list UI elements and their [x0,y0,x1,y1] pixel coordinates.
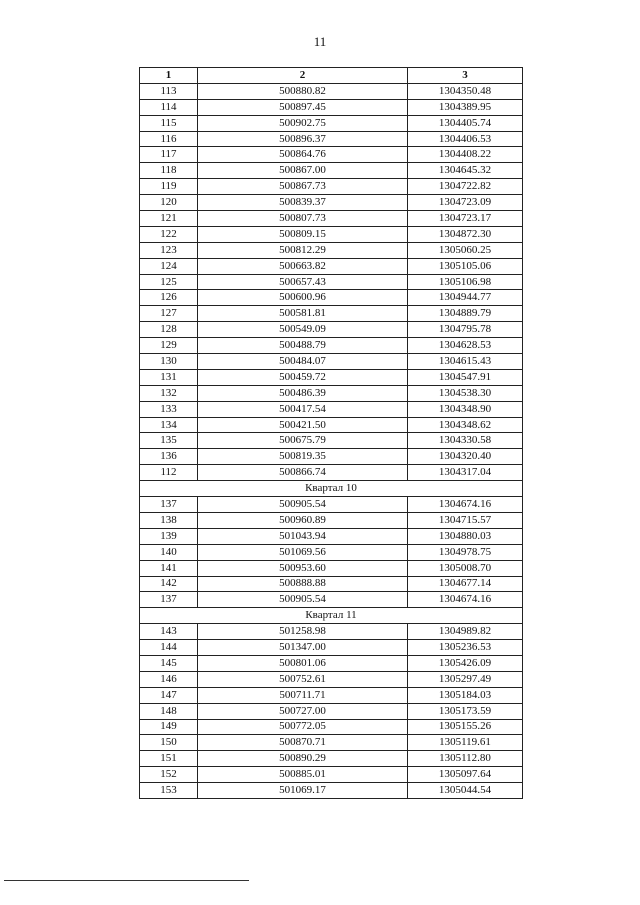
y-coordinate-cell: 1304320.40 [408,449,523,465]
point-number-cell: 116 [140,131,198,147]
table-row [140,242,523,258]
x-coordinate-cell: 500866.74 [198,465,408,481]
point-number-cell: 119 [140,179,198,195]
point-number-cell: 131 [140,369,198,385]
y-coordinate-cell: 1304944.77 [408,290,523,306]
x-coordinate-cell: 500772.05 [198,719,408,735]
point-number-cell: 141 [140,560,198,576]
y-coordinate-cell: 1304348.90 [408,401,523,417]
y-coordinate-cell: 1305106.98 [408,274,523,290]
point-number-cell: 114 [140,99,198,115]
section-title-row [140,608,523,624]
x-coordinate-cell: 500864.76 [198,147,408,163]
y-coordinate-cell: 1304615.43 [408,354,523,370]
point-number-cell: 130 [140,354,198,370]
x-coordinate-cell: 500486.39 [198,385,408,401]
x-coordinate-cell: 500885.01 [198,767,408,783]
point-number-cell: 151 [140,751,198,767]
table-row [140,576,523,592]
y-coordinate-cell: 1305184.03 [408,687,523,703]
y-coordinate-cell: 1304406.53 [408,131,523,147]
x-coordinate-cell: 500902.75 [198,115,408,131]
x-coordinate-cell: 500897.45 [198,99,408,115]
y-coordinate-cell: 1304722.82 [408,179,523,195]
x-coordinate-cell: 500484.07 [198,354,408,370]
table-row [140,179,523,195]
y-coordinate-cell: 1304317.04 [408,465,523,481]
table-row [140,433,523,449]
point-number-cell: 140 [140,544,198,560]
table-row [140,624,523,640]
x-coordinate-cell: 500953.60 [198,560,408,576]
point-number-cell: 150 [140,735,198,751]
table-row [140,592,523,608]
point-number-cell: 147 [140,687,198,703]
table-row [140,751,523,767]
x-coordinate-cell: 500421.50 [198,417,408,433]
y-coordinate-cell: 1304715.57 [408,512,523,528]
table-row [140,449,523,465]
table-row [140,417,523,433]
y-coordinate-cell: 1304989.82 [408,624,523,640]
table-row [140,369,523,385]
point-number-cell: 143 [140,624,198,640]
point-number-cell: 122 [140,226,198,242]
footnote-divider [4,880,249,881]
table-row [140,99,523,115]
y-coordinate-cell: 1304538.30 [408,385,523,401]
y-coordinate-cell: 1304389.95 [408,99,523,115]
point-number-cell: 129 [140,338,198,354]
x-coordinate-cell: 500459.72 [198,369,408,385]
point-number-cell: 142 [140,576,198,592]
x-coordinate-cell: 500801.06 [198,655,408,671]
point-number-cell: 117 [140,147,198,163]
point-number-cell: 144 [140,640,198,656]
y-coordinate-cell: 1304677.14 [408,576,523,592]
x-coordinate-cell: 500819.35 [198,449,408,465]
x-coordinate-cell: 501069.17 [198,783,408,799]
table-row [140,322,523,338]
table-row [140,211,523,227]
x-coordinate-cell: 500839.37 [198,195,408,211]
y-coordinate-cell: 1304547.91 [408,369,523,385]
y-coordinate-cell: 1304880.03 [408,528,523,544]
x-coordinate-cell: 500867.00 [198,163,408,179]
point-number-cell: 152 [140,767,198,783]
y-coordinate-cell: 1304674.16 [408,497,523,513]
x-coordinate-cell: 500867.73 [198,179,408,195]
x-coordinate-cell: 501347.00 [198,640,408,656]
y-coordinate-cell: 1304723.17 [408,211,523,227]
y-coordinate-cell: 1304723.09 [408,195,523,211]
point-number-cell: 139 [140,528,198,544]
table-row [140,115,523,131]
x-coordinate-cell: 500905.54 [198,497,408,513]
table-row [140,306,523,322]
point-number-cell: 128 [140,322,198,338]
table-row [140,655,523,671]
y-coordinate-cell: 1304348.62 [408,417,523,433]
point-number-cell: 146 [140,671,198,687]
table-body [140,83,523,798]
point-number-cell: 145 [140,655,198,671]
x-coordinate-cell: 500888.88 [198,576,408,592]
y-coordinate-cell: 1305044.54 [408,783,523,799]
table-row [140,290,523,306]
section-title-row [140,481,523,497]
x-coordinate-cell: 500488.79 [198,338,408,354]
point-number-cell: 134 [140,417,198,433]
x-coordinate-cell: 500870.71 [198,735,408,751]
table-row [140,83,523,99]
x-coordinate-cell: 501043.94 [198,528,408,544]
x-coordinate-cell: 501069.56 [198,544,408,560]
table-row [140,226,523,242]
point-number-cell: 115 [140,115,198,131]
y-coordinate-cell: 1304405.74 [408,115,523,131]
point-number-cell: 153 [140,783,198,799]
y-coordinate-cell: 1304628.53 [408,338,523,354]
x-coordinate-cell: 500417.54 [198,401,408,417]
point-number-cell: 138 [140,512,198,528]
x-coordinate-cell: 500549.09 [198,322,408,338]
column-header-x: 2 [198,68,408,84]
y-coordinate-cell: 1305236.53 [408,640,523,656]
table-row [140,671,523,687]
table-row [140,274,523,290]
section-title: Квартал 10 [140,481,523,497]
table-row [140,735,523,751]
table-row [140,195,523,211]
table-row [140,465,523,481]
table-row [140,544,523,560]
x-coordinate-cell: 500812.29 [198,242,408,258]
x-coordinate-cell: 500675.79 [198,433,408,449]
y-coordinate-cell: 1305105.06 [408,258,523,274]
table-row [140,512,523,528]
table-row [140,385,523,401]
table-row [140,401,523,417]
y-coordinate-cell: 1304795.78 [408,322,523,338]
y-coordinate-cell: 1304645.32 [408,163,523,179]
table-row [140,147,523,163]
point-number-cell: 118 [140,163,198,179]
point-number-cell: 148 [140,703,198,719]
y-coordinate-cell: 1304889.79 [408,306,523,322]
point-number-cell: 124 [140,258,198,274]
point-number-cell: 120 [140,195,198,211]
table-row [140,783,523,799]
x-coordinate-cell: 500896.37 [198,131,408,147]
y-coordinate-cell: 1305119.61 [408,735,523,751]
point-number-cell: 121 [140,211,198,227]
table-row [140,640,523,656]
table-row [140,767,523,783]
column-header-y: 3 [408,68,523,84]
point-number-cell: 126 [140,290,198,306]
x-coordinate-cell: 500809.15 [198,226,408,242]
x-coordinate-cell: 500890.29 [198,751,408,767]
y-coordinate-cell: 1304330.58 [408,433,523,449]
x-coordinate-cell: 500581.81 [198,306,408,322]
x-coordinate-cell: 500905.54 [198,592,408,608]
x-coordinate-cell: 501258.98 [198,624,408,640]
x-coordinate-cell: 500711.71 [198,687,408,703]
point-number-cell: 113 [140,83,198,99]
x-coordinate-cell: 500880.82 [198,83,408,99]
point-number-cell: 137 [140,592,198,608]
x-coordinate-cell: 500600.96 [198,290,408,306]
y-coordinate-cell: 1305008.70 [408,560,523,576]
y-coordinate-cell: 1305097.64 [408,767,523,783]
y-coordinate-cell: 1304408.22 [408,147,523,163]
y-coordinate-cell: 1305060.25 [408,242,523,258]
table-row [140,560,523,576]
table-row [140,497,523,513]
point-number-cell: 112 [140,465,198,481]
y-coordinate-cell: 1305297.49 [408,671,523,687]
x-coordinate-cell: 500960.89 [198,512,408,528]
x-coordinate-cell: 500663.82 [198,258,408,274]
y-coordinate-cell: 1304674.16 [408,592,523,608]
table-row [140,687,523,703]
table-row [140,163,523,179]
y-coordinate-cell: 1304872.30 [408,226,523,242]
y-coordinate-cell: 1304978.75 [408,544,523,560]
x-coordinate-cell: 500752.61 [198,671,408,687]
header-row [140,68,523,84]
y-coordinate-cell: 1305173.59 [408,703,523,719]
table-header [140,68,523,84]
point-number-cell: 135 [140,433,198,449]
point-number-cell: 127 [140,306,198,322]
table-row [140,528,523,544]
table-row [140,338,523,354]
y-coordinate-cell: 1305112.80 [408,751,523,767]
point-number-cell: 136 [140,449,198,465]
section-title: Квартал 11 [140,608,523,624]
table-row [140,131,523,147]
point-number-cell: 149 [140,719,198,735]
column-header-point-number: 1 [140,68,198,84]
page-number: 11 [313,34,327,49]
table-row [140,703,523,719]
x-coordinate-cell: 500807.73 [198,211,408,227]
point-number-cell: 137 [140,497,198,513]
point-number-cell: 132 [140,385,198,401]
y-coordinate-cell: 1305426.09 [408,655,523,671]
point-number-cell: 133 [140,401,198,417]
table-row [140,719,523,735]
point-number-cell: 123 [140,242,198,258]
table-row [140,258,523,274]
y-coordinate-cell: 1305155.26 [408,719,523,735]
y-coordinate-cell: 1304350.48 [408,83,523,99]
table-row [140,354,523,370]
x-coordinate-cell: 500657.43 [198,274,408,290]
coordinates-table [139,67,523,799]
point-number-cell: 125 [140,274,198,290]
x-coordinate-cell: 500727.00 [198,703,408,719]
